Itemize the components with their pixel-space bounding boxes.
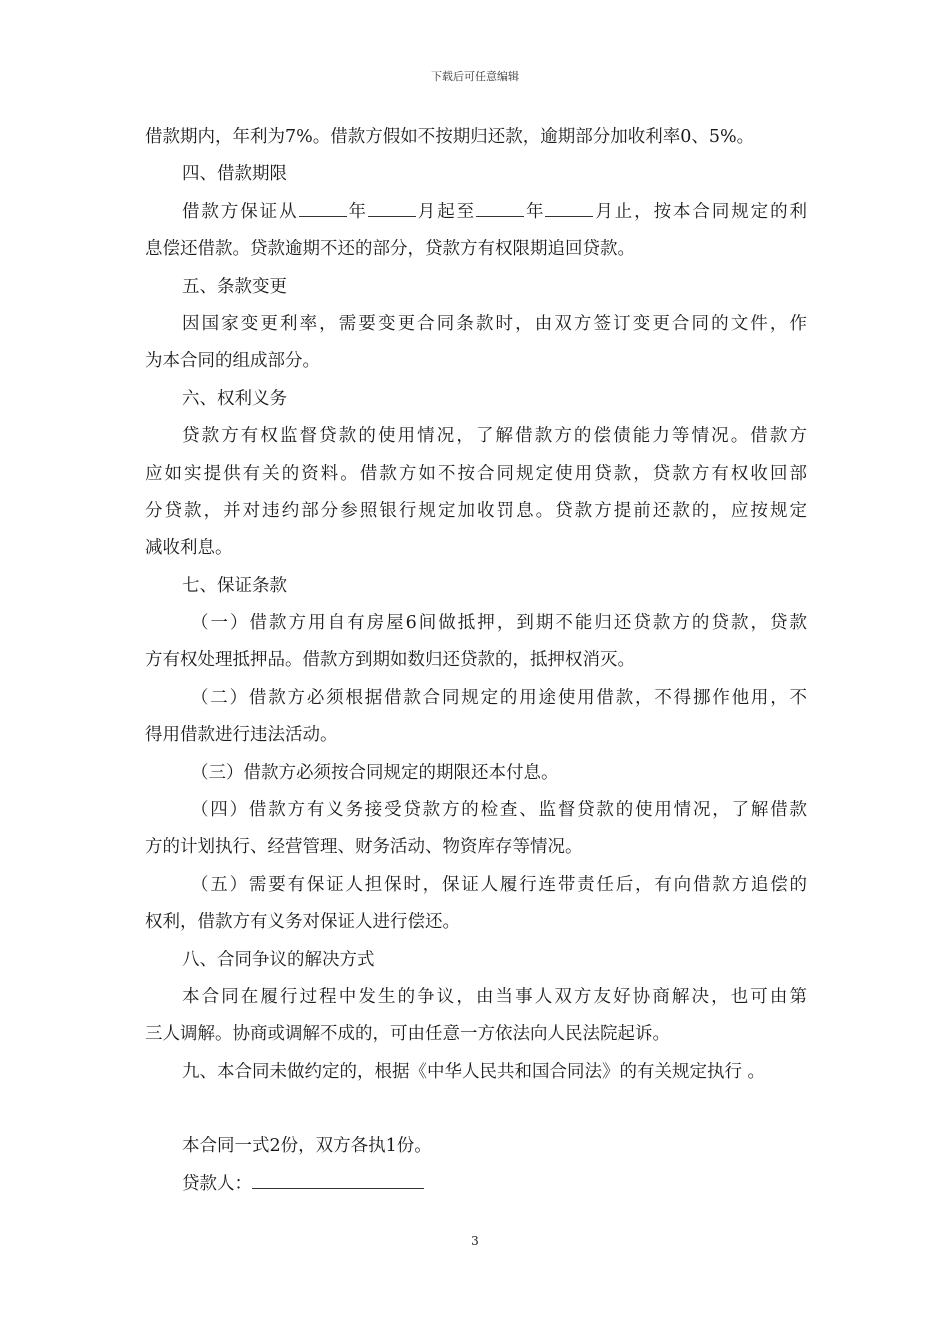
clause-5-line2: 权利，借款方有义务对保证人进行偿还。 bbox=[145, 912, 460, 933]
term-text-5: 月止，按本合同规定的利 bbox=[593, 201, 807, 222]
section-heading-8: 八、合同争议的解决方式 bbox=[182, 949, 375, 970]
lender-label: 贷款人： bbox=[182, 1173, 252, 1194]
section-heading-4: 四、借款期限 bbox=[182, 164, 287, 185]
clause-2-line2: 得用借款进行违法活动。 bbox=[145, 725, 338, 746]
clause-2-line1: （二）借款方必须根据借款合同规定的用途使用借款，不得挪作他用，不 bbox=[191, 687, 807, 708]
term-text-3: 月起至 bbox=[415, 201, 477, 222]
blank-end-month bbox=[545, 198, 593, 217]
section-heading-9: 九、本合同未做约定的，根据《中华人民共和国合同法》的有关规定执行 。 bbox=[182, 1061, 766, 1082]
paragraph-rights-line4: 减收利息。 bbox=[145, 538, 233, 559]
lender-signature-blank bbox=[252, 1170, 424, 1189]
blank-start-year bbox=[299, 198, 347, 217]
paragraph-change-line1: 因国家变更利率，需要变更合同条款时，由双方签订变更合同的文件，作 bbox=[182, 313, 807, 334]
paragraph-dispute-line1: 本合同在履行过程中发生的争议，由当事人双方友好协商解决，也可由第 bbox=[182, 986, 807, 1007]
clause-4-line1: （四）借款方有义务接受贷款方的检查、监督贷款的使用情况，了解借款 bbox=[191, 800, 807, 821]
section-heading-5: 五、条款变更 bbox=[182, 276, 287, 297]
paragraph-dispute-line2: 三人调解。协商或调解不成的，可由任意一方依法向人民法院起诉。 bbox=[145, 1024, 670, 1045]
spacer bbox=[145, 1091, 807, 1128]
section-heading-7: 七、保证条款 bbox=[182, 575, 287, 596]
clause-4-line2: 方的计划执行、经营管理、财务活动、物资库存等情况。 bbox=[145, 837, 583, 858]
clause-1-line2: 方有权处理抵押品。借款方到期如数归还贷款的，抵押权消灭。 bbox=[145, 650, 635, 671]
paragraph-term-line2: 息偿还借款。贷款逾期不还的部分，贷款方有权限期追回贷款。 bbox=[145, 239, 635, 260]
term-text-2: 年 bbox=[346, 201, 368, 222]
page-number: 3 bbox=[471, 1234, 479, 1248]
clause-3: （三）借款方必须按合同规定的期限还本付息。 bbox=[191, 762, 559, 783]
term-text-4: 年 bbox=[524, 201, 546, 222]
blank-end-year bbox=[476, 198, 524, 217]
copies-statement: 本合同一式2份，双方各执1份。 bbox=[182, 1136, 432, 1157]
paragraph-rights-line2: 应如实提供有关的资料。借款方如不按合同规定使用贷款，贷款方有权收回部 bbox=[145, 463, 807, 484]
paragraph-interest: 借款期内，年利为7%。借款方假如不按期归还款，逾期部分加收利率0、5%。 bbox=[145, 127, 755, 147]
contract-body bbox=[145, 119, 807, 1203]
clause-5-line1: （五）需要有保证人担保时，保证人履行连带责任后，有向借款方追偿的 bbox=[191, 874, 807, 895]
paragraph-rights-line3: 分贷款，并对违约部分参照银行规定加收罚息。贷款方提前还款的，应按规定 bbox=[145, 500, 807, 521]
paragraph-change-line2: 为本合同的组成部分。 bbox=[145, 351, 320, 372]
section-heading-6: 六、权利义务 bbox=[182, 388, 287, 409]
clause-1-line1: （一）借款方用自有房屋6间做抵押，到期不能归还贷款方的贷款，贷款 bbox=[191, 613, 807, 634]
page-header: 下载后可任意编辑 bbox=[431, 70, 519, 83]
term-text-1: 借款方保证从 bbox=[182, 201, 299, 222]
lender-signature-line bbox=[145, 1166, 807, 1203]
blank-start-month bbox=[368, 198, 416, 217]
paragraph-term-line1 bbox=[145, 194, 807, 231]
paragraph-rights-line1: 贷款方有权监督贷款的使用情况，了解借款方的偿债能力等情况。借款方 bbox=[182, 426, 807, 447]
